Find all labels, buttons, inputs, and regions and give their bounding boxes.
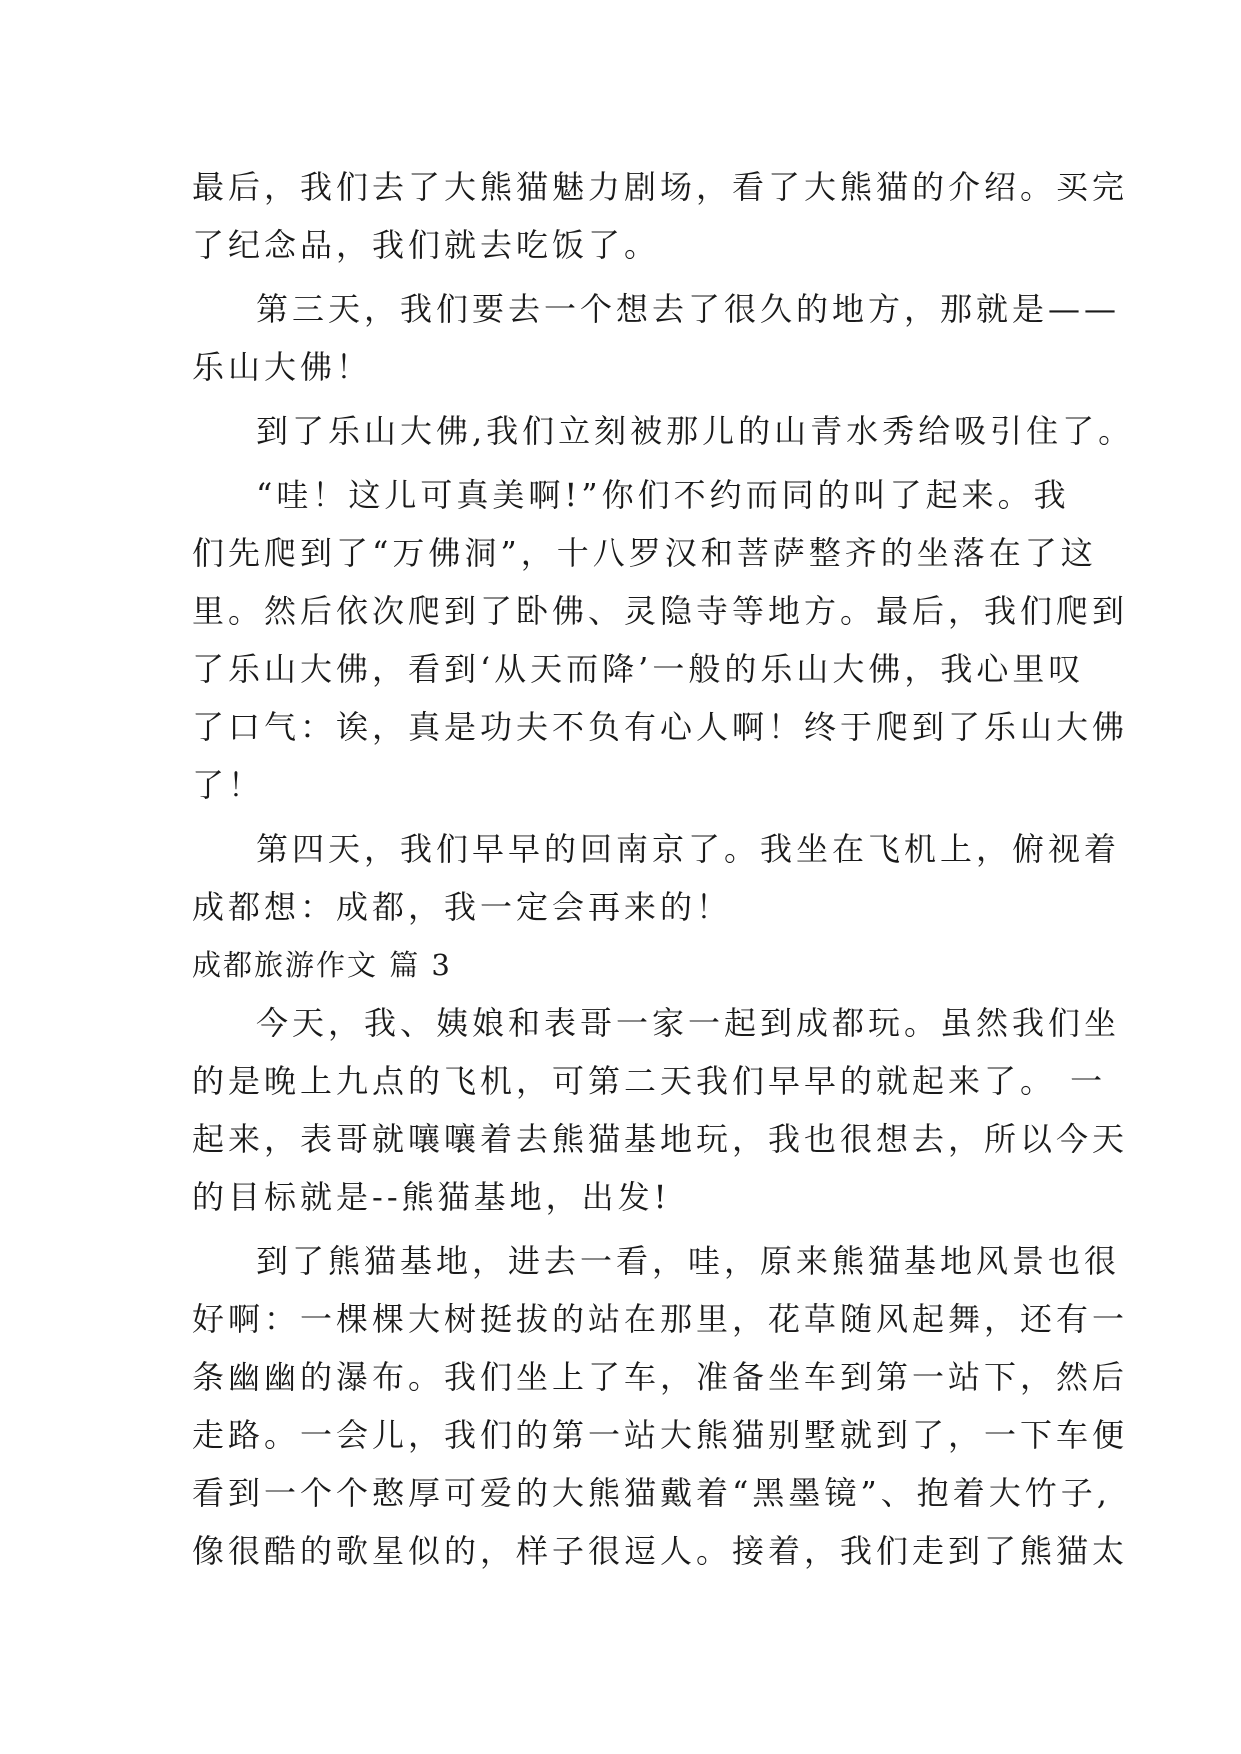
text-line: 的是晚上九点的飞机，可第二天我们早早的就起来了。 一	[192, 1062, 1107, 1100]
text-line: 里。然后依次爬到了卧佛、灵隐寺等地方。最后，我们爬到	[192, 592, 1129, 630]
paragraph	[192, 1232, 1129, 1580]
paragraph	[192, 466, 1129, 814]
text-line: 看到一个个憨厚可爱的大熊猫戴着“黑墨镜”、抱着大竹子,	[192, 1474, 1111, 1512]
text-line: 第三天，我们要去一个想去了很久的地方，那就是——	[256, 290, 1121, 328]
paragraph	[192, 158, 1129, 274]
text-line: 起来，表哥就嚷嚷着去熊猫基地玩，我也很想去，所以今天	[192, 1120, 1129, 1158]
text-line: 今天，我、姨娘和表哥一家一起到成都玩。虽然我们坐	[256, 1004, 1121, 1042]
text-line: “哇！这儿可真美啊!”你们不约而同的叫了起来。我	[256, 476, 1070, 514]
text-line: 的目标就是--熊猫基地，出发!	[192, 1178, 671, 1216]
document-body	[192, 158, 1135, 1580]
text-line: 了口气：诶，真是功夫不负有心人啊！终于爬到了乐山大佛	[192, 708, 1129, 746]
text-line: 了！	[192, 766, 265, 804]
text-line: 了乐山大佛，看到‘从天而降’一般的乐山大佛，我心里叹	[192, 650, 1085, 688]
text-line: 走路。一会儿，我们的第一站大熊猫别墅就到了，一下车便	[192, 1416, 1129, 1454]
text-line: 们先爬到了“万佛洞”，十八罗汉和菩萨整齐的坐落在了这	[192, 534, 1097, 572]
text-line: 最后，我们去了大熊猫魅力剧场，看了大熊猫的介绍。买完	[192, 168, 1129, 206]
text-line: 到了乐山大佛,我们立刻被那儿的山青水秀给吸引住了。	[256, 412, 1135, 450]
text-line: 第四天，我们早早的回南京了。我坐在飞机上，俯视着	[256, 830, 1121, 868]
paragraph	[192, 280, 1121, 396]
text-line: 乐山大佛！	[192, 348, 373, 386]
text-line: 成都想：成都，我一定会再来的！	[192, 888, 733, 926]
text-line: 到了熊猫基地，进去一看，哇，原来熊猫基地风景也很	[256, 1242, 1121, 1280]
text-line: 像很酷的歌星似的，样子很逗人。接着，我们走到了熊猫太	[192, 1532, 1129, 1570]
paragraph	[192, 820, 1121, 936]
text-line: 条幽幽的瀑布。我们坐上了车，准备坐车到第一站下，然后	[192, 1358, 1129, 1396]
paragraph	[192, 402, 1135, 460]
section-heading: 成都旅游作文 篇 3	[192, 948, 452, 982]
text-line: 好啊：一棵棵大树挺拔的站在那里，花草随风起舞，还有一	[192, 1300, 1129, 1338]
text-line: 了纪念品，我们就去吃饭了。	[192, 226, 661, 264]
paragraph	[192, 994, 1129, 1226]
